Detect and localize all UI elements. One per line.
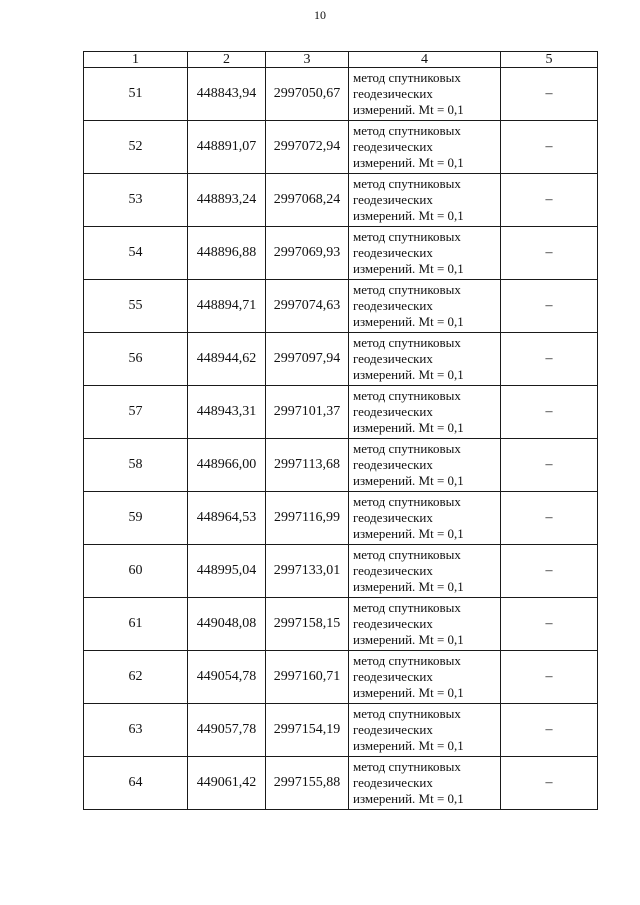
method-text-line: метод спутниковых [353, 176, 461, 191]
method-cell [349, 545, 501, 598]
page-number: 10 [314, 8, 326, 22]
method-text-line: геодезических [353, 457, 433, 472]
method-text-line: геодезических [353, 192, 433, 207]
method-text-line: метод спутниковых [353, 282, 461, 297]
y-coordinate-cell: 2997069,93 [266, 227, 349, 280]
note-cell: – [501, 492, 598, 545]
table-row [84, 545, 598, 598]
method-text-line: геодезических [353, 616, 433, 631]
note-cell: – [501, 121, 598, 174]
point-number-cell: 54 [84, 227, 188, 280]
table-row [84, 280, 598, 333]
method-cell [349, 704, 501, 757]
point-number-cell: 51 [84, 68, 188, 121]
method-text-line: измерений. Mt = 0,1 [353, 685, 464, 700]
method-text-line: метод спутниковых [353, 70, 461, 85]
y-coordinate-cell: 2997158,15 [266, 598, 349, 651]
table-row [84, 227, 598, 280]
method-text-line: геодезических [353, 563, 433, 578]
method-cell [349, 598, 501, 651]
method-cell [349, 280, 501, 333]
method-cell [349, 121, 501, 174]
table-row [84, 651, 598, 704]
method-cell [349, 174, 501, 227]
x-coordinate-cell: 448893,24 [188, 174, 266, 227]
method-cell [349, 492, 501, 545]
note-cell: – [501, 545, 598, 598]
method-text-line: геодезических [353, 669, 433, 684]
method-text-line: измерений. Mt = 0,1 [353, 102, 464, 117]
x-coordinate-cell: 448896,88 [188, 227, 266, 280]
method-text-line: измерений. Mt = 0,1 [353, 420, 464, 435]
method-cell [349, 227, 501, 280]
method-cell [349, 386, 501, 439]
note-cell: – [501, 333, 598, 386]
y-coordinate-cell: 2997154,19 [266, 704, 349, 757]
y-coordinate-cell: 2997097,94 [266, 333, 349, 386]
point-number-cell: 63 [84, 704, 188, 757]
column-header-5: 5 [501, 52, 598, 68]
x-coordinate-cell: 448944,62 [188, 333, 266, 386]
method-text-line: измерений. Mt = 0,1 [353, 632, 464, 647]
y-coordinate-cell: 2997116,99 [266, 492, 349, 545]
table-row [84, 386, 598, 439]
method-text-line: измерений. Mt = 0,1 [353, 261, 464, 276]
x-coordinate-cell: 449061,42 [188, 757, 266, 810]
method-text-line: метод спутниковых [353, 229, 461, 244]
table-row [84, 439, 598, 492]
method-cell [349, 439, 501, 492]
method-text-line: измерений. Mt = 0,1 [353, 314, 464, 329]
method-text-line: метод спутниковых [353, 335, 461, 350]
table-row [84, 598, 598, 651]
y-coordinate-cell: 2997101,37 [266, 386, 349, 439]
method-text-line: геодезических [353, 404, 433, 419]
method-text-line: геодезических [353, 86, 433, 101]
method-text-line: геодезических [353, 139, 433, 154]
method-text-line: геодезических [353, 351, 433, 366]
y-coordinate-cell: 2997050,67 [266, 68, 349, 121]
x-coordinate-cell: 448891,07 [188, 121, 266, 174]
table-row [84, 704, 598, 757]
y-coordinate-cell: 2997068,24 [266, 174, 349, 227]
x-coordinate-cell: 448943,31 [188, 386, 266, 439]
method-text-line: измерений. Mt = 0,1 [353, 208, 464, 223]
table-row [84, 174, 598, 227]
point-number-cell: 56 [84, 333, 188, 386]
point-number-cell: 61 [84, 598, 188, 651]
x-coordinate-cell: 449054,78 [188, 651, 266, 704]
note-cell: – [501, 174, 598, 227]
note-cell: – [501, 757, 598, 810]
point-number-cell: 58 [84, 439, 188, 492]
coordinates-table [83, 51, 598, 810]
method-text-line: метод спутниковых [353, 123, 461, 138]
point-number-cell: 55 [84, 280, 188, 333]
point-number-cell: 57 [84, 386, 188, 439]
table-row [84, 333, 598, 386]
method-text-line: геодезических [353, 775, 433, 790]
note-cell: – [501, 280, 598, 333]
x-coordinate-cell: 449048,08 [188, 598, 266, 651]
method-text-line: метод спутниковых [353, 388, 461, 403]
column-header-2: 2 [188, 52, 266, 68]
point-number-cell: 53 [84, 174, 188, 227]
method-text-line: геодезических [353, 298, 433, 313]
note-cell: – [501, 598, 598, 651]
table-row [84, 492, 598, 545]
note-cell: – [501, 704, 598, 757]
method-cell [349, 757, 501, 810]
x-coordinate-cell: 448966,00 [188, 439, 266, 492]
y-coordinate-cell: 2997155,88 [266, 757, 349, 810]
y-coordinate-cell: 2997074,63 [266, 280, 349, 333]
column-header-1: 1 [84, 52, 188, 68]
x-coordinate-cell: 449057,78 [188, 704, 266, 757]
y-coordinate-cell: 2997072,94 [266, 121, 349, 174]
x-coordinate-cell: 448995,04 [188, 545, 266, 598]
y-coordinate-cell: 2997160,71 [266, 651, 349, 704]
note-cell: – [501, 651, 598, 704]
method-cell [349, 68, 501, 121]
method-text-line: измерений. Mt = 0,1 [353, 155, 464, 170]
table-row [84, 121, 598, 174]
table-row [84, 68, 598, 121]
method-text-line: измерений. Mt = 0,1 [353, 579, 464, 594]
method-text-line: метод спутниковых [353, 494, 461, 509]
method-text-line: измерений. Mt = 0,1 [353, 367, 464, 382]
method-text-line: измерений. Mt = 0,1 [353, 738, 464, 753]
y-coordinate-cell: 2997113,68 [266, 439, 349, 492]
point-number-cell: 64 [84, 757, 188, 810]
note-cell: – [501, 68, 598, 121]
x-coordinate-cell: 448964,53 [188, 492, 266, 545]
note-cell: – [501, 227, 598, 280]
y-coordinate-cell: 2997133,01 [266, 545, 349, 598]
point-number-cell: 60 [84, 545, 188, 598]
x-coordinate-cell: 448843,94 [188, 68, 266, 121]
x-coordinate-cell: 448894,71 [188, 280, 266, 333]
point-number-cell: 52 [84, 121, 188, 174]
note-cell: – [501, 439, 598, 492]
method-text-line: метод спутниковых [353, 441, 461, 456]
column-header-3: 3 [266, 52, 349, 68]
column-header-4: 4 [349, 52, 501, 68]
table-row [84, 757, 598, 810]
header-row [84, 52, 598, 68]
method-text-line: геодезических [353, 510, 433, 525]
method-cell [349, 333, 501, 386]
method-text-line: метод спутниковых [353, 547, 461, 562]
method-text-line: измерений. Mt = 0,1 [353, 526, 464, 541]
point-number-cell: 59 [84, 492, 188, 545]
method-text-line: измерений. Mt = 0,1 [353, 473, 464, 488]
method-text-line: геодезических [353, 245, 433, 260]
method-text-line: измерений. Mt = 0,1 [353, 791, 464, 806]
method-text-line: метод спутниковых [353, 653, 461, 668]
method-text-line: геодезических [353, 722, 433, 737]
method-text-line: метод спутниковых [353, 759, 461, 774]
note-cell: – [501, 386, 598, 439]
method-text-line: метод спутниковых [353, 706, 461, 721]
table-body [84, 68, 598, 810]
method-text-line: метод спутниковых [353, 600, 461, 615]
point-number-cell: 62 [84, 651, 188, 704]
method-cell [349, 651, 501, 704]
